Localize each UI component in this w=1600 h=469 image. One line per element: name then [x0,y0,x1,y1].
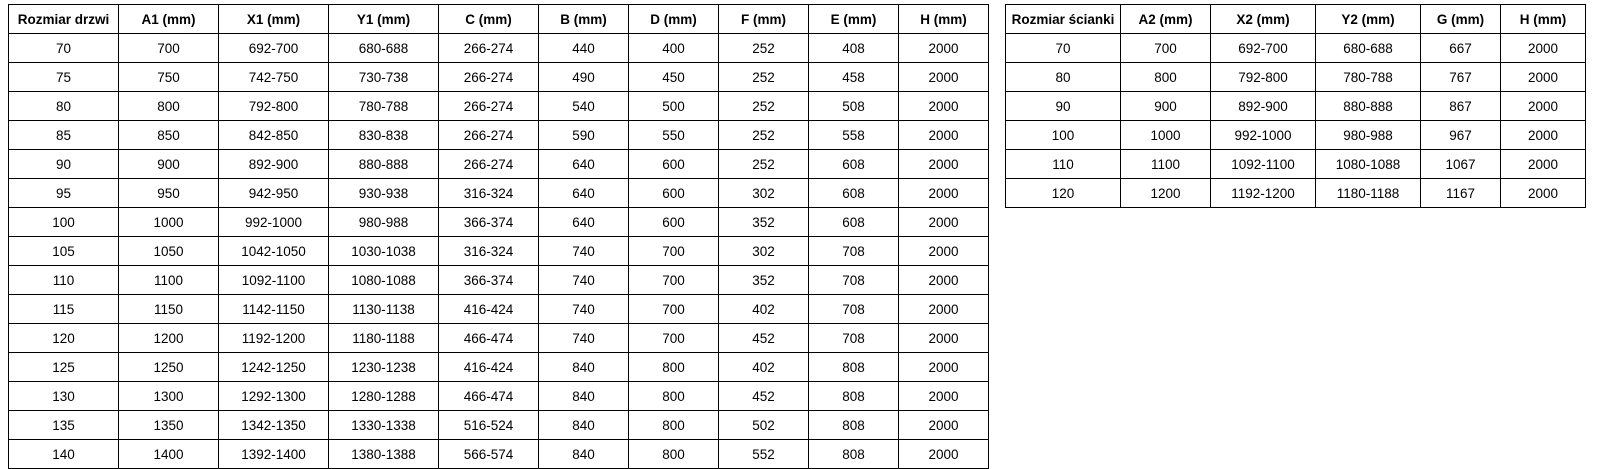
table-cell: 2000 [899,440,989,469]
table-cell: 892-900 [219,150,329,179]
table-cell: 266-274 [439,92,539,121]
column-header: Rozmiar drzwi [9,5,119,34]
table-cell: 366-374 [439,208,539,237]
table-header-row [9,5,989,34]
column-header: X2 (mm) [1211,5,1316,34]
table-cell: 110 [9,266,119,295]
table-cell: 740 [539,295,629,324]
table-row [9,208,989,237]
table-cell: 252 [719,63,809,92]
table-cell: 2000 [899,411,989,440]
table-cell: 840 [539,440,629,469]
table-cell: 2000 [899,382,989,411]
table-cell: 316-324 [439,179,539,208]
table-cell: 85 [9,121,119,150]
table-cell: 740 [539,237,629,266]
table-cell: 100 [1006,121,1121,150]
table-cell: 992-1000 [219,208,329,237]
table-cell: 558 [809,121,899,150]
table-cell: 1092-1100 [1211,150,1316,179]
column-header: A1 (mm) [119,5,219,34]
table-cell: 2000 [1501,121,1586,150]
table-cell: 700 [629,266,719,295]
table-cell: 700 [119,34,219,63]
table-cell: 502 [719,411,809,440]
table-row [1006,121,1586,150]
table-cell: 840 [539,353,629,382]
table-cell: 700 [629,295,719,324]
table-cell: 808 [809,353,899,382]
column-header: X1 (mm) [219,5,329,34]
door-dimensions-table [8,4,989,469]
table-body [1006,34,1586,208]
table-cell: 452 [719,382,809,411]
table-cell: 808 [809,382,899,411]
table-row [9,324,989,353]
table-cell: 252 [719,92,809,121]
table-cell: 980-988 [1316,121,1421,150]
table-cell: 2000 [1501,179,1586,208]
table-body [9,34,989,469]
table-cell: 135 [9,411,119,440]
table-cell: 95 [9,179,119,208]
table-cell: 880-888 [329,150,439,179]
table-cell: 700 [629,324,719,353]
table-cell: 80 [9,92,119,121]
table-cell: 742-750 [219,63,329,92]
table-cell: 400 [629,34,719,63]
table-cell: 708 [809,324,899,353]
table-cell: 780-788 [329,92,439,121]
table-cell: 2000 [899,150,989,179]
table-cell: 2000 [899,179,989,208]
table-cell: 800 [1121,63,1211,92]
table-cell: 458 [809,63,899,92]
table-cell: 800 [629,382,719,411]
table-cell: 2000 [899,237,989,266]
table-cell: 980-988 [329,208,439,237]
column-header: A2 (mm) [1121,5,1211,34]
table-cell: 1080-1088 [1316,150,1421,179]
table-cell: 75 [9,63,119,92]
table-header-row [1006,5,1586,34]
table-cell: 780-788 [1316,63,1421,92]
table-cell: 708 [809,266,899,295]
table-cell: 600 [629,208,719,237]
table-cell: 266-274 [439,34,539,63]
table-row [9,266,989,295]
table-cell: 550 [629,121,719,150]
table-row [1006,92,1586,121]
table-cell: 1350 [119,411,219,440]
table-cell: 692-700 [1211,34,1316,63]
table-cell: 1080-1088 [329,266,439,295]
table-row [9,237,989,266]
table-cell: 1150 [119,295,219,324]
table-cell: 1030-1038 [329,237,439,266]
table-cell: 667 [1421,34,1501,63]
table-cell: 800 [119,92,219,121]
table-row [1006,179,1586,208]
table-cell: 115 [9,295,119,324]
table-cell: 1100 [1121,150,1211,179]
table-cell: 680-688 [329,34,439,63]
table-cell: 640 [539,150,629,179]
table-row [9,63,989,92]
table-cell: 2000 [899,295,989,324]
table-cell: 1342-1350 [219,411,329,440]
table-cell: 1292-1300 [219,382,329,411]
table-cell: 125 [9,353,119,382]
table-cell: 2000 [1501,92,1586,121]
table-cell: 120 [1006,179,1121,208]
table-cell: 552 [719,440,809,469]
table-cell: 2000 [1501,34,1586,63]
table-cell: 266-274 [439,150,539,179]
table-cell: 402 [719,353,809,382]
column-header: E (mm) [809,5,899,34]
table-cell: 252 [719,121,809,150]
table-cell: 110 [1006,150,1121,179]
table-row [9,34,989,63]
table-cell: 1180-1188 [1316,179,1421,208]
table-cell: 540 [539,92,629,121]
table-cell: 130 [9,382,119,411]
table-row [1006,150,1586,179]
table-cell: 600 [629,179,719,208]
table-cell: 466-474 [439,324,539,353]
table-row [9,353,989,382]
table-cell: 1092-1100 [219,266,329,295]
table-cell: 830-838 [329,121,439,150]
table-cell: 900 [119,150,219,179]
table-cell: 840 [539,411,629,440]
table-row [9,295,989,324]
table-cell: 516-524 [439,411,539,440]
table-cell: 1230-1238 [329,353,439,382]
table-cell: 70 [1006,34,1121,63]
table-cell: 842-850 [219,121,329,150]
table-cell: 508 [809,92,899,121]
table-cell: 80 [1006,63,1121,92]
column-header: H (mm) [1501,5,1586,34]
column-header: G (mm) [1421,5,1501,34]
column-header: C (mm) [439,5,539,34]
table-row [9,179,989,208]
table-cell: 750 [119,63,219,92]
table-cell: 1000 [1121,121,1211,150]
table-cell: 1330-1338 [329,411,439,440]
table-cell: 408 [809,34,899,63]
table-cell: 1192-1200 [219,324,329,353]
table-cell: 700 [1121,34,1211,63]
table-cell: 266-274 [439,63,539,92]
table-cell: 600 [629,150,719,179]
table-cell: 252 [719,34,809,63]
table-cell: 90 [1006,92,1121,121]
table-cell: 352 [719,266,809,295]
table-cell: 2000 [899,34,989,63]
table-cell: 692-700 [219,34,329,63]
table-cell: 105 [9,237,119,266]
table-cell: 566-574 [439,440,539,469]
table-cell: 70 [9,34,119,63]
table-cell: 490 [539,63,629,92]
table-cell: 1392-1400 [219,440,329,469]
table-cell: 1100 [119,266,219,295]
table-cell: 942-950 [219,179,329,208]
table-cell: 450 [629,63,719,92]
table-cell: 950 [119,179,219,208]
table-row [1006,34,1586,63]
table-cell: 2000 [1501,150,1586,179]
table-cell: 800 [629,353,719,382]
table-cell: 266-274 [439,121,539,150]
table-cell: 440 [539,34,629,63]
table-cell: 366-374 [439,266,539,295]
table-row [9,150,989,179]
column-header: Rozmiar ścianki [1006,5,1121,34]
table-cell: 892-900 [1211,92,1316,121]
table-cell: 140 [9,440,119,469]
table-cell: 930-938 [329,179,439,208]
table-cell: 880-888 [1316,92,1421,121]
table-cell: 840 [539,382,629,411]
table-cell: 767 [1421,63,1501,92]
table-cell: 1130-1138 [329,295,439,324]
table-cell: 740 [539,324,629,353]
table-cell: 316-324 [439,237,539,266]
table-cell: 608 [809,208,899,237]
table-cell: 1067 [1421,150,1501,179]
table-cell: 792-800 [219,92,329,121]
table-cell: 120 [9,324,119,353]
table-cell: 2000 [899,324,989,353]
column-header: D (mm) [629,5,719,34]
table-cell: 700 [629,237,719,266]
table-cell: 402 [719,295,809,324]
table-cell: 792-800 [1211,63,1316,92]
table-cell: 1380-1388 [329,440,439,469]
table-cell: 708 [809,295,899,324]
table-cell: 2000 [899,208,989,237]
table-cell: 1300 [119,382,219,411]
table-cell: 1280-1288 [329,382,439,411]
table-cell: 352 [719,208,809,237]
table-cell: 2000 [899,92,989,121]
table-cell: 2000 [899,63,989,92]
table-cell: 640 [539,208,629,237]
table-cell: 680-688 [1316,34,1421,63]
table-cell: 1142-1150 [219,295,329,324]
table-cell: 416-424 [439,295,539,324]
column-header: B (mm) [539,5,629,34]
column-header: F (mm) [719,5,809,34]
table-cell: 730-738 [329,63,439,92]
table-cell: 900 [1121,92,1211,121]
table-cell: 590 [539,121,629,150]
table-cell: 1250 [119,353,219,382]
table-row [9,440,989,469]
table-cell: 2000 [899,121,989,150]
table-cell: 1042-1050 [219,237,329,266]
table-cell: 1180-1188 [329,324,439,353]
table-cell: 1167 [1421,179,1501,208]
table-cell: 452 [719,324,809,353]
table-cell: 1050 [119,237,219,266]
table-row [9,382,989,411]
table-cell: 608 [809,179,899,208]
table-cell: 808 [809,411,899,440]
table-cell: 500 [629,92,719,121]
table-row [9,121,989,150]
table-cell: 302 [719,179,809,208]
table-cell: 252 [719,150,809,179]
table-row [9,411,989,440]
table-cell: 708 [809,237,899,266]
table-cell: 640 [539,179,629,208]
table-cell: 967 [1421,121,1501,150]
column-header: Y2 (mm) [1316,5,1421,34]
table-cell: 1200 [1121,179,1211,208]
table-cell: 1200 [119,324,219,353]
table-cell: 416-424 [439,353,539,382]
table-cell: 867 [1421,92,1501,121]
table-cell: 466-474 [439,382,539,411]
table-cell: 800 [629,440,719,469]
table-row [9,92,989,121]
table-cell: 1242-1250 [219,353,329,382]
table-cell: 302 [719,237,809,266]
table-cell: 2000 [899,266,989,295]
column-header: H (mm) [899,5,989,34]
table-cell: 800 [629,411,719,440]
table-cell: 850 [119,121,219,150]
table-cell: 100 [9,208,119,237]
table-cell: 808 [809,440,899,469]
table-cell: 608 [809,150,899,179]
table-cell: 740 [539,266,629,295]
table-cell: 2000 [1501,63,1586,92]
table-cell: 1000 [119,208,219,237]
table-cell: 992-1000 [1211,121,1316,150]
wall-panel-dimensions-table [1005,4,1586,208]
table-cell: 90 [9,150,119,179]
table-cell: 2000 [899,353,989,382]
column-header: Y1 (mm) [329,5,439,34]
table-cell: 1400 [119,440,219,469]
table-row [1006,63,1586,92]
table-cell: 1192-1200 [1211,179,1316,208]
